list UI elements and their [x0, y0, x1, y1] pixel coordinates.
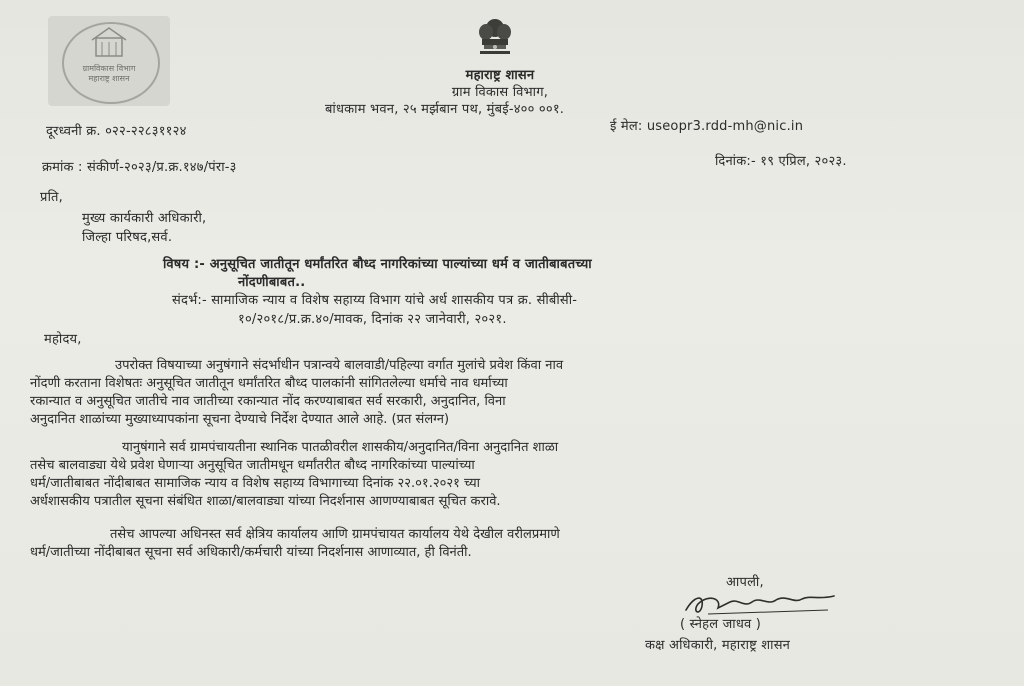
reference-line-2: १०/२०१८/प्र.क्र.४०/मावक, दिनांक २२ जानेवारी, २०२१. — [238, 312, 507, 327]
reference-line-1: संदर्भ:- सामाजिक न्याय व विशेष सहाय्य विभाग यांचे अर्ध शासकीय पत्र क्र. सीबीसी- — [172, 293, 578, 308]
to-prefix: प्रति, — [40, 190, 63, 205]
para3-line-1: तसेच आपल्या अधिनस्त सर्व क्षेत्रिय कार्यालय आणि ग्रामपंचायत कार्यालय येथे देखील वरीलप्रमाणे — [110, 527, 560, 542]
phone-number: दूरध्वनी क्र. ०२२-२२८३११२४ — [46, 124, 187, 139]
subject-line-2: नोंदणीबाबत.. — [238, 275, 306, 290]
para1-line-4: अनुदानित शाळांच्या मुख्याध्यापकांना सूचना देण्याचे निर्देश देण्यात आले आहे. (प्रत संलग्न) — [30, 412, 450, 427]
address-line: बांधकाम भवन, २५ मर्झबान पथ, मुंबई-४०० ००१. — [325, 102, 565, 117]
handwritten-signature-icon — [678, 590, 838, 620]
national-emblem-icon — [470, 14, 520, 64]
para2-line-1: यानुषंगाने सर्व ग्रामपंचायतीना स्थानिक पातळीवरील शासकीय/अनुदानित/विना अनुदानित शाळा — [122, 440, 559, 455]
email-address[interactable]: ई मेल: useopr3.rdd-mh@nic.in — [610, 119, 804, 134]
para2-line-3: धर्म/जातीबाबत नोंदीबाबत सामाजिक न्याय व विशेष सहाय्य विभागाच्या दिनांक २२.०१.२०२१ च्या — [30, 476, 481, 491]
addressee-line-2: जिल्हा परिषद,सर्व. — [82, 230, 173, 245]
signatory-name: ( स्नेहल जाधव ) — [680, 617, 762, 632]
department-seal — [48, 16, 170, 106]
seal-text — [48, 64, 170, 84]
subject-line-1: विषय :- अनुसूचित जातीतून धर्मांतरित बौध्द नागरिकांच्या पाल्यांच्या धर्म व जातीबाबतच्या — [163, 257, 592, 272]
addressee-line-1: मुख्य कार्यकारी अधिकारी, — [82, 211, 207, 226]
para3-line-2: धर्म/जातीच्या नोंदीबाबत सूचना सर्व अधिकारी/कर्मचारी यांच्या निदर्शनास आणाव्यात, ही विनंती. — [30, 545, 472, 560]
signatory-title: कक्ष अधिकारी, महाराष्ट्र शासन — [645, 638, 791, 653]
seal-line-1: ग्रामविकास विभाग — [82, 64, 136, 73]
org-name: महाराष्ट्र शासन — [465, 68, 535, 83]
para1-line-1: उपरोक्त विषयाच्या अनुषंगाने संदर्भाधीन पत्रान्वये बालवाडी/पहिल्या वर्गात मुलांचे प्रवेश किंवा नाव — [115, 358, 564, 373]
seal-line-2: महाराष्ट्र शासन — [88, 74, 130, 83]
salutation: महोदय, — [44, 332, 82, 347]
para1-line-2: नोंदणी करताना विशेषतः अनुसूचित जातीतून धर्मांतरित बौध्द पालकांनी सांगितलेल्या धर्माचे नाव धर्माच्या — [30, 376, 508, 391]
para2-line-4: अर्धशासकीय पत्रातील सूचना संबंधित शाळा/बालवाड्या यांच्या निदर्शनास आणण्याबाबत सूचित करावे. — [30, 494, 501, 509]
reference-number: क्रमांक : संकीर्ण-२०२३/प्र.क्र.१४७/पंरा-३ — [42, 160, 237, 175]
closing: आपली, — [726, 575, 764, 590]
seal-building-icon — [48, 16, 170, 106]
letter-date: दिनांक:- १९ एप्रिल, २०२३. — [715, 154, 847, 169]
dept-name: ग्राम विकास विभाग, — [451, 85, 549, 100]
para1-line-3: रकान्यात व अनुसूचित जातीचे नाव जातीच्या रकान्यात नोंद करण्याबाबत सर्व सरकारी, अनुदानित, विना — [30, 394, 506, 409]
para2-line-2: तसेच बालवाड्या येथे प्रवेश घेणाऱ्या अनुसूचित जातीमधून धर्मांतरीत बौध्द नागरिकांच्या पाल्यांच्या — [30, 458, 475, 473]
